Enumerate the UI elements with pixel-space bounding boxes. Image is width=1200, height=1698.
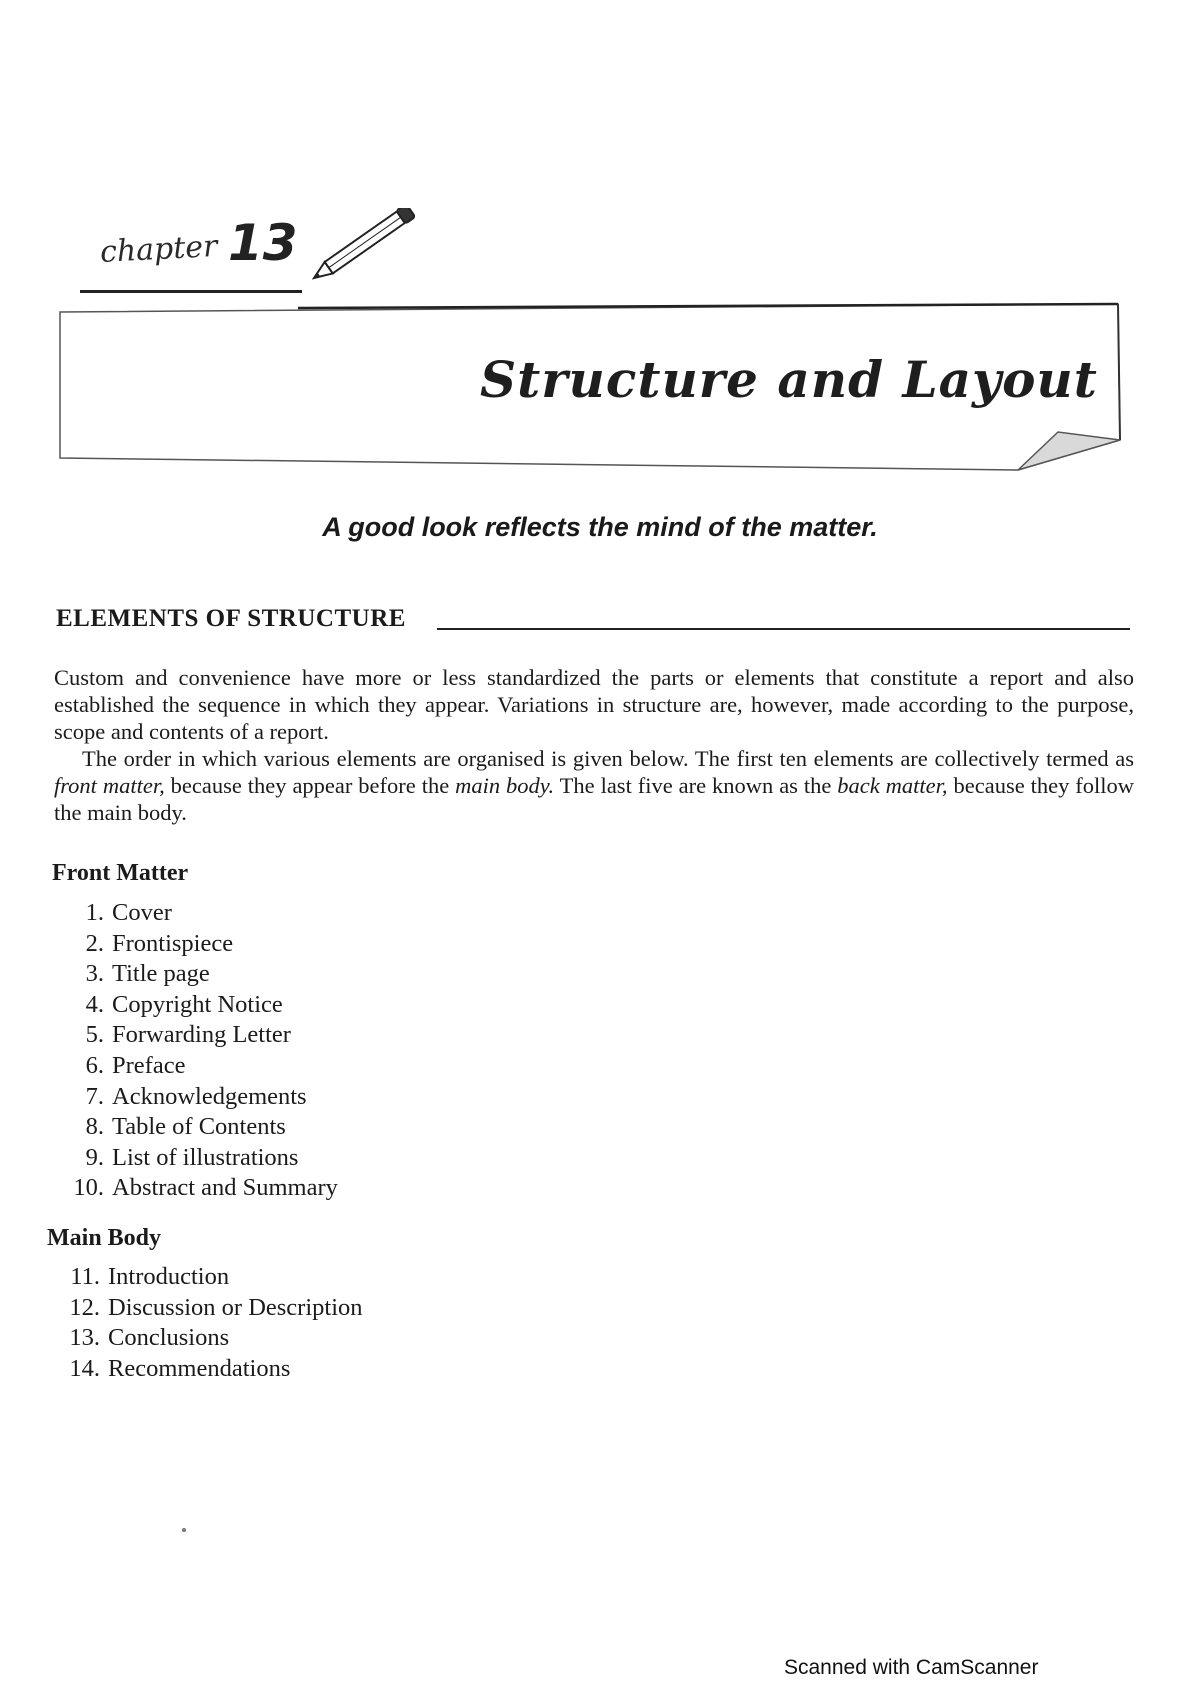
item-number: 9. bbox=[85, 1143, 104, 1171]
paragraph-2-text-3: The last five are known as the bbox=[554, 773, 838, 798]
scan-speck bbox=[182, 1528, 186, 1532]
front-matter-list bbox=[66, 898, 338, 1204]
item-number: 10. bbox=[73, 1174, 104, 1202]
item-label: Preface bbox=[112, 1051, 186, 1079]
list-item bbox=[66, 1082, 338, 1113]
item-number: 7. bbox=[85, 1082, 104, 1110]
list-item bbox=[62, 1293, 363, 1324]
term-main-body: main body. bbox=[455, 773, 555, 798]
scanner-watermark: Scanned with CamScanner bbox=[784, 1656, 1039, 1679]
paragraph-2-text-4: because they follow the main body. bbox=[54, 773, 1135, 825]
item-label: Frontispiece bbox=[112, 929, 234, 957]
item-label: Table of Contents bbox=[112, 1113, 286, 1141]
item-number: 14. bbox=[69, 1354, 100, 1382]
main-body-list bbox=[62, 1262, 363, 1384]
item-number: 3. bbox=[85, 960, 104, 988]
main-body-heading: Main Body bbox=[47, 1225, 162, 1251]
list-item bbox=[66, 959, 338, 990]
item-number: 5. bbox=[85, 1021, 104, 1049]
item-number: 6. bbox=[85, 1051, 104, 1079]
item-label: Discussion or Description bbox=[108, 1293, 363, 1321]
item-number: 11. bbox=[70, 1263, 100, 1290]
item-number: 12. bbox=[69, 1293, 100, 1321]
chapter-title: Structure and Layout bbox=[480, 350, 1098, 409]
term-front-matter: front matter, bbox=[54, 773, 165, 798]
list-item bbox=[62, 1262, 363, 1293]
chapter-number: 13 bbox=[228, 214, 298, 272]
list-item bbox=[62, 1354, 363, 1385]
item-number: 2. bbox=[85, 929, 104, 957]
item-label: Conclusions bbox=[108, 1324, 230, 1352]
chapter-label: chapter bbox=[99, 228, 219, 271]
item-label: Recommendations bbox=[108, 1354, 291, 1382]
term-back-matter: back matter, bbox=[837, 773, 948, 798]
list-item bbox=[66, 898, 338, 929]
list-item bbox=[66, 929, 338, 960]
item-number: 1. bbox=[85, 899, 104, 926]
section-heading: ELEMENTS OF STRUCTURE bbox=[56, 605, 406, 632]
item-label: List of illustrations bbox=[112, 1143, 299, 1171]
item-label: Copyright Notice bbox=[112, 990, 283, 1018]
list-item bbox=[62, 1323, 363, 1354]
list-item bbox=[66, 1112, 338, 1143]
item-label: Forwarding Letter bbox=[112, 1021, 291, 1049]
epigraph: A good look reflects the mind of the matter. bbox=[322, 512, 878, 542]
item-number: 13. bbox=[69, 1324, 100, 1352]
paragraph-2-text-1: The order in which various elements are organised is given below. The first ten elements are collectively termed as bbox=[82, 746, 1134, 771]
intro-paragraph bbox=[54, 664, 1134, 826]
paragraph-2-text-2: because they appear before the bbox=[164, 773, 456, 798]
item-number: 4. bbox=[85, 990, 104, 1018]
list-item bbox=[66, 1173, 338, 1204]
paragraph-1: Custom and convenience have more or less standardized the parts or elements that constitute a report and also established the sequence in which they appear. Variations in structure are, however, made according to the purpose, scope and contents of a report. bbox=[54, 665, 1134, 744]
list-item bbox=[66, 1020, 338, 1051]
chapter-underline bbox=[80, 290, 302, 293]
pencil-icon bbox=[300, 208, 425, 293]
item-label: Cover bbox=[112, 899, 172, 926]
section-rule bbox=[437, 628, 1130, 630]
list-item bbox=[66, 1143, 338, 1174]
item-label: Title page bbox=[112, 960, 210, 988]
item-number: 8. bbox=[85, 1113, 104, 1141]
item-label: Acknowledgements bbox=[112, 1082, 307, 1110]
item-label: Abstract and Summary bbox=[112, 1174, 338, 1202]
paragraph-2 bbox=[54, 745, 1134, 826]
item-label: Introduction bbox=[108, 1263, 230, 1290]
list-item bbox=[66, 990, 338, 1021]
front-matter-heading: Front Matter bbox=[52, 860, 189, 886]
list-item bbox=[66, 1051, 338, 1082]
